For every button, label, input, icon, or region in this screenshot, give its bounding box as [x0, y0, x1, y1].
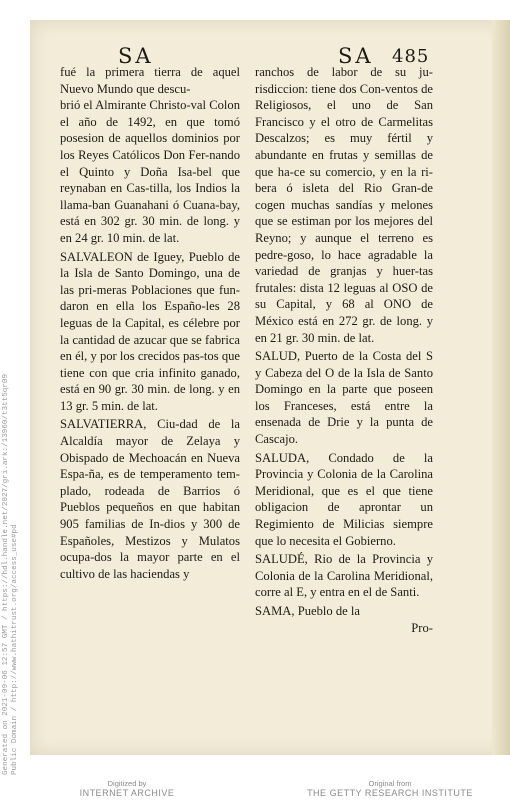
- digitized-by-credit: [62, 779, 192, 799]
- paragraph: ranchos de labor de su ju-risdiccion: tiene dos Con-ventos de Religiosos, el uno de San Francisco y el otro de Carmelitas Descalzos; es muy fértil y abundante en frutas y semillas de que ha-ce su comercio, y en la ri-bera ó isleta del Rio Gran-de cogen muchas sandías y melones que se estiman por los mejores del Reyno; y aunque el terreno es pedre-goso, lo hace agradable la variedad de granjas y huer-tas frutales: dista 12 leguas al OSO de su Capital, y 68 al ONO de México está en 272 gr. de long. y en 21 gr. 30 min. de lat.: [255, 65, 433, 345]
- digitized-by-label: Digitized by: [107, 779, 147, 788]
- running-head-right: SA: [338, 44, 374, 68]
- paragraph: brió el Almirante Christo-val Colon el año de 1492, en que tomó posesion de aquellos dominios por los Reyes Católicos Don Fer-nando el Quinto y Doña Isa-bel que reynaban en Cas-tilla, los Indios la llama-ban Guanahani ó Cuana-bay, está en 302 gr. 30 min. de long. y en 24 gr. 10 min. de lat.: [60, 98, 240, 245]
- paragraph: fué la primera tierra de aquel Nuevo Mundo que descu-: [60, 65, 240, 96]
- rights-line: Public Domain / http://www.hathitrust.org/access_use#pd: [11, 524, 19, 775]
- entry-salvatierra: SALVATIERRA, Ciu-dad de la Alcaldía mayor de Zelaya y Obispado de Mechoacán en Nueva Espa-ña, es de temperamento tem-plado, rodeada de Barrios ó Pueblos pequeños en que habitan 905 familias de In-dios y 300 de Españoles, Mestizos y Mulatos ocupa-dos la mayor parte en el cultivo de las haciendas y: [60, 417, 240, 581]
- page-number: 485: [392, 46, 430, 67]
- internet-archive-label: INTERNET ARCHIVE: [79, 788, 175, 798]
- entry-saluda: SALUDA, Condado de la Provincia y Colonia de la Carolina Meridional, que es el que tiene obligacion de aprontar un Regimiento de Milicias siempre que lo necesita el Gobierno.: [255, 450, 433, 548]
- right-column: [255, 64, 433, 636]
- left-column: [60, 64, 240, 582]
- original-from-label: Original from: [368, 779, 412, 788]
- entry-salud: SALUD, Puerto de la Costa del S y Cabeza del O de la Isla de Santo Domingo en la parte que poseen los Franceses, está entre la ensenada de Drie y la punta de Cascajo.: [255, 349, 433, 447]
- getty-institute-label: THE GETTY RESEARCH INSTITUTE: [307, 788, 473, 798]
- entry-sama: SAMA, Pueblo de la: [255, 604, 360, 618]
- hathitrust-generation-note: [2, 373, 20, 775]
- entry-salude: SALUDÉ, Rio de la Provincia y Colonia de la Carolina Meridional, corre al E, y entra en el de Santi.: [255, 552, 433, 600]
- catchword: Pro-: [411, 620, 433, 635]
- generation-line: Generated on 2021-09-06 12:57 GMT / https://hdl.handle.net/2027/gri.ark:/13960/t3tt5qr09: [2, 373, 10, 775]
- page-edge: [492, 20, 510, 755]
- original-from-credit: [300, 779, 480, 799]
- entry-salvaleon: SALVALEON de Iguey, Pueblo de la Isla de Santo Domingo, una de las pri-meras Poblaciones que fun-daron en ella los Españo-les 28 leguas de la Capital, es célebre por la cantidad de azucar que se fabrica en él, y por los crecidos pas-tos que tiene con que cria infinito ganado, está en 90 gr. 30 min. de long. y en 13 gr. 5 min. de lat.: [60, 249, 240, 413]
- running-head-left: SA: [118, 44, 154, 68]
